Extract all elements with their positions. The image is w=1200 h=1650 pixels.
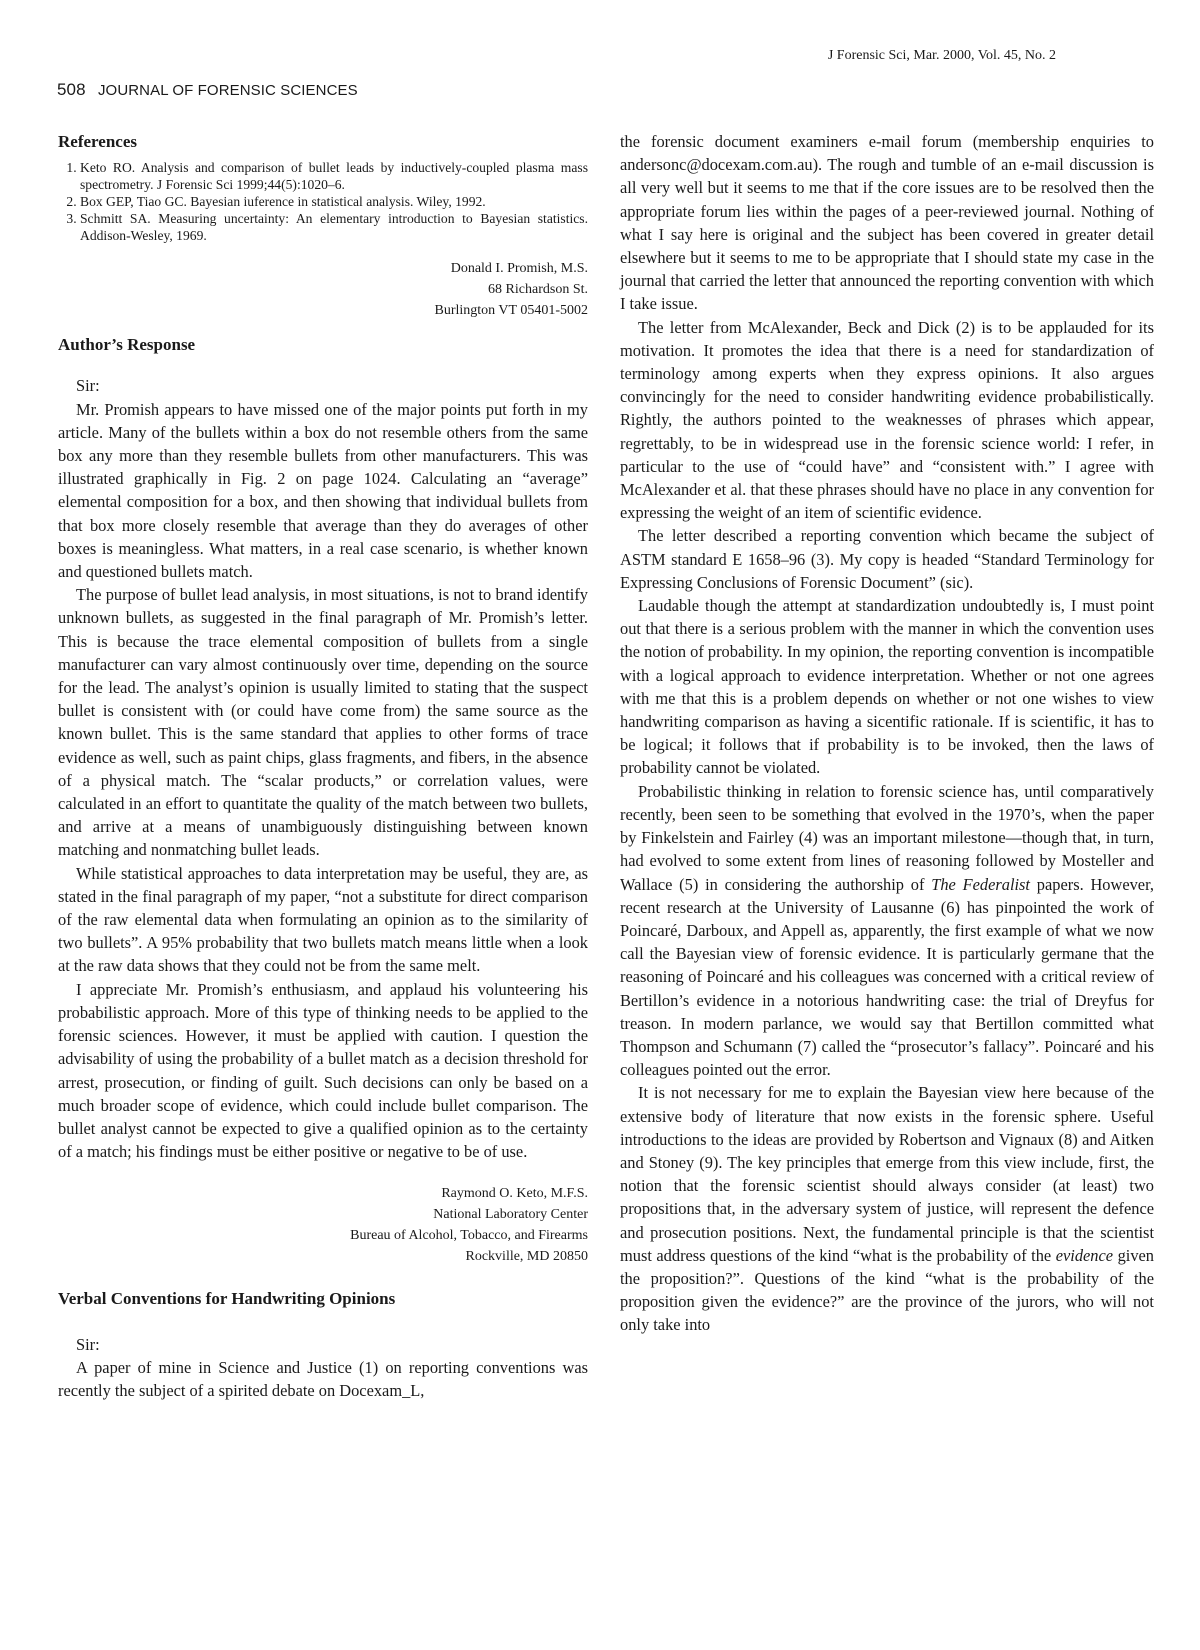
- paragraph: [620, 780, 1154, 1082]
- signature-line: National Laboratory Center: [433, 1207, 588, 1223]
- signature-keto: [58, 1183, 588, 1267]
- emphasis: evidence: [1055, 1245, 1114, 1265]
- paragraph: Mr. Promish appears to have missed one of the major points put forth in my article. Many of the bullets within a box do not resemble others from the same box any more than they resemble bullets from other manufacturers. This was illustrated graphically in Fig. 2 on page 1024. Calculating an “average” elemental composition for a box, and then showing that individual bullets from that box more closely resemble that average than they do averages of other boxes is meaningless. What matters, in a real case scenario, is whether known and questioned bullets match.: [58, 399, 588, 582]
- paragraph: While statistical approaches to data interpretation may be useful, they are, as stated in the final paragraph of my paper, “not a substitute for direct comparison of the raw elemental data when formulating an opinion as to the similarity of two bullets”. A 95% probability that two bullets match means little when a look at the raw data shows that they could not be from the same melt.: [58, 863, 588, 976]
- paragraph: The letter from McAlexander, Beck and Dick (2) is to be applauded for its motivation. It promotes the idea that there is a need for standardization of terminology among experts when they express opinions. It also argues convincingly for the need to consider handwriting evidence probabilistically. Rightly, the authors pointed to the weaknesses of phrases which appear, regrettably, to be in widespread use in the forensic science world: I refer, in particular to the use of “could have” and “consistent with.” I agree with McAlexander et al. that these phrases should have no place in any convention for expressing the weight of an item of scientific evidence.: [620, 317, 1154, 523]
- signature-promish: [58, 258, 588, 321]
- journal-citation: J Forensic Sci, Mar. 2000, Vol. 45, No. 2: [827, 48, 1056, 63]
- signature-line: Donald I. Promish, M.S.: [450, 261, 588, 277]
- text-span: given the proposition?”. Questions of the kind “what is the probability of the proposition given the evidence?” are the province of the jurors, who will not only take into: [620, 1245, 1154, 1335]
- signature-line: Burlington VT 05401-5002: [434, 303, 588, 319]
- paragraph: the forensic document examiners e-mail forum (membership enquiries to andersonc@docexam.com.au). The rough and tumble of an e-mail discussion is all very well but it seems to me that if the core issues are to be resolved then the appropriate forum lies within the pages of a peer-reviewed journal. Nothing of what I say here is original and the subject has been covered in greater detail elsewhere but it seems to me to be appropriate that I should state my case in the journal that carried the letter that announced the reporting convention with which I take issue.: [620, 132, 1154, 314]
- left-column: [58, 130, 588, 1402]
- reference-item: 1. Keto RO. Analysis and comparison of bullet leads by inductively-coupled plasma mass spectrometry. J Forensic Sci 1999;44(5):1020–6.: [80, 159, 588, 193]
- paragraph: The letter described a reporting convention which became the subject of ASTM standard E 1658–96 (3). My copy is headed “Standard Terminology for Expressing Conclusions of Forensic Document” (sic).: [620, 526, 1154, 592]
- text-span: papers. However, recent research at the University of Lausanne (6) has pinpointed the work of Poincaré, Darboux, and Appell as, apparently, the first example of what we now call the Bayesian view of forensic evidence. It is particularly germane that the reasoning of Poincaré and his colleagues was concerned with a critical review of Bertillon’s evidence in a notorious handwriting case: the trial of Dreyfus for treason. In modern parlance, we would say that Bertillon committed what Thompson and Schumann (7) called the “prosecutor’s fallacy”. Poincaré and his colleagues pointed out the error.: [620, 874, 1154, 1080]
- right-column: [620, 130, 1154, 1337]
- paragraph: The purpose of bullet lead analysis, in most situations, is not to brand identify unknown bullets, as suggested in the final paragraph of Mr. Promish’s letter. This is because the trace elemental composition of bullets from a single manufacturer can vary almost continuously over time, depending on the source for the lead. The analyst’s opinion is usually limited to stating that the suspect bullet is consistent with (or could have come from) the same source as the known bullet. This is the same standard that applies to other forms of trace evidence as well, such as paint chips, glass fragments, and fibers, in the absence of a physical match. The “scalar products,” or correlation values, were calculated in an effort to quantitate the quality of the match between two bullets, and arrive at a means of unambiguously distinguishing between known matching and nonmatching bullet leads.: [58, 585, 588, 860]
- reference-item: 2. Box GEP, Tiao GC. Bayesian iuference in statistical analysis. Wiley, 1992.: [80, 193, 588, 210]
- paragraph: I appreciate Mr. Promish’s enthusiasm, and applaud his volunteering his probabilistic approach. More of this type of thinking needs to be applied to the forensic sciences. However, it must be applied with caution. I question the advisability of using the probability of a bullet match as a decision threshold for arrest, prosecution, or finding of guilt. Such decisions can only be based on a much broader scope of evidence, which could include bullet comparison. The bullet analyst cannot be expected to give a qualified opinion as to the certainty of a match; his findings must be either positive or negative to be of use.: [58, 979, 588, 1162]
- paragraph: [620, 1081, 1154, 1336]
- salutation: Sir:: [76, 1334, 100, 1354]
- text-span: Probabilistic thinking in relation to forensic science has, until comparatively recently, been seen to be something that evolved in the 1970’s, when the paper by Finkelstein and Fairley (4) was an important milestone—though that, in turn, had evolved to some extent from lines of reasoning followed by Mosteller and Wallace (5) in considering the authorship of: [620, 781, 1154, 894]
- paragraph: Laudable though the attempt at standardization undoubtedly is, I must point out that there is a serious problem with the manner in which the convention uses the notion of probability. In my opinion, the reporting convention is incompatible with a logical approach to evidence interpretation. Whether or not one agrees with me that this is a problem depends on whether or not one wishes to view handwriting comparison as having a sicentific rationale. If is scientific, it has to be logical; it follows that if probability is to be invoked, then the laws of probability cannot be violated.: [620, 596, 1154, 778]
- salutation: Sir:: [76, 376, 100, 396]
- signature-line: Raymond O. Keto, M.F.S.: [441, 1186, 588, 1202]
- references-heading: References: [58, 132, 137, 151]
- signature-line: Rockville, MD 20850: [465, 1249, 588, 1265]
- text-span: It is not necessary for me to explain the Bayesian view here because of the extensive body of literature that now exists in the forensic sphere. Useful introductions to the ideas are provided by Robertson and Vignaux (8) and Aitken and Stoney (9). The key principles that emerge from this view include, first, the notion that the forensic scientist should always consider (at least) two propositions that, in the adversary system of justice, will represent the defence and prosecution positions. Next, the fundamental principle is that the scientist must address questions of the kind “what is the probability of the: [620, 1083, 1154, 1265]
- page-number: 508: [57, 80, 86, 99]
- reference-item: 3. Schmitt SA. Measuring uncertainty: An elementary introduction to Bayesian statistics. Addison-Wesley, 1969.: [80, 210, 588, 244]
- signature-line: Bureau of Alcohol, Tobacco, and Firearms: [350, 1228, 588, 1244]
- paragraph: A paper of mine in Science and Justice (1) on reporting conventions was recently the subject of a spirited debate on Docexam_L,: [58, 1357, 588, 1400]
- author-response-heading: Author’s Response: [58, 335, 196, 355]
- running-head: [57, 80, 358, 100]
- references-list: [58, 159, 588, 244]
- emphasis: The Federalist: [931, 874, 1030, 894]
- journal-name: JOURNAL OF FORENSIC SCIENCES: [97, 82, 358, 99]
- verbal-conventions-heading: Verbal Conventions for Handwriting Opinions: [58, 1289, 396, 1309]
- signature-line: 68 Richardson St.: [488, 282, 588, 298]
